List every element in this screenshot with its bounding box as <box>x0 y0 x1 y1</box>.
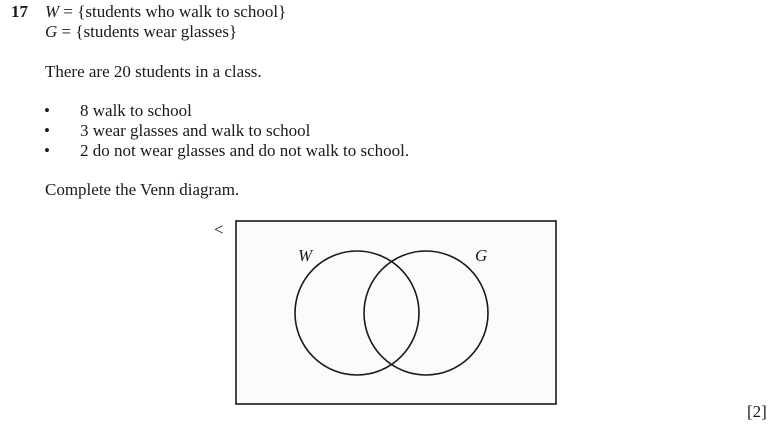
universal-set-rectangle <box>236 221 556 404</box>
set-w-text: = {students who walk to school} <box>59 2 287 21</box>
bullet-neither: 2 do not wear glasses and do not walk to school. <box>80 141 410 160</box>
bullet-marker: • <box>44 101 50 120</box>
instruction-text: Complete the Venn diagram. <box>45 180 240 199</box>
bullet-marker: • <box>44 141 50 160</box>
bullet-glasses-and-walk: 3 wear glasses and walk to school <box>80 121 311 140</box>
set-g-text: = {students wear glasses} <box>57 22 238 41</box>
set-g-definition <box>45 22 237 42</box>
set-w-definition <box>45 2 286 22</box>
venn-diagram <box>230 216 560 408</box>
question-number: 17 <box>11 2 28 21</box>
universal-set-symbol: < <box>214 220 224 239</box>
bullet-walk-to-school: 8 walk to school <box>80 101 192 120</box>
set-w-label: W <box>298 246 313 265</box>
set-g-symbol: G <box>45 22 58 41</box>
set-g-label: G <box>475 246 488 265</box>
marks-allocation: [2] <box>747 402 767 421</box>
set-w-symbol: W <box>45 2 60 21</box>
intro-text: There are 20 students in a class. <box>45 62 262 81</box>
bullet-marker: • <box>44 121 50 140</box>
